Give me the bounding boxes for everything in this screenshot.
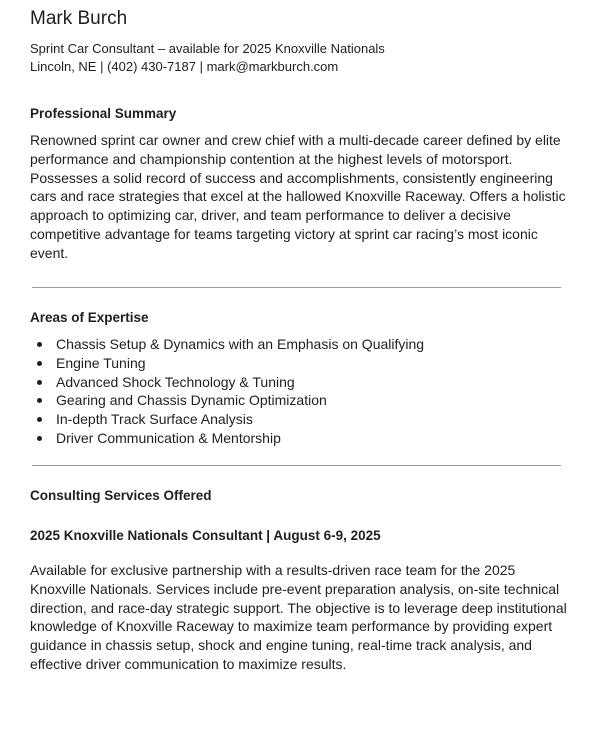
expertise-list	[30, 335, 424, 448]
summary-body: Renowned sprint car owner and crew chief with a multi-decade career defined by elite performance and championship contention at the highest levels of motorsport. Possesses a solid record of success and accomplishments, consistently engineering cars and race strategies that excel at the hallowed Knoxville Raceway. Offers a holistic approach to optimizing car, driver, and team performance to deliver a decisive competitive advantage for teams targeting victory at sprint car racing’s most iconic event.	[30, 132, 566, 261]
list-item-text: Driver Communication & Mentorship	[56, 429, 281, 446]
list-item	[30, 429, 424, 448]
summary-heading: Professional Summary	[30, 106, 177, 121]
bullet-icon	[37, 417, 42, 422]
divider	[32, 465, 561, 466]
bullet-icon	[37, 342, 42, 347]
list-item	[30, 354, 424, 373]
services-heading: Consulting Services Offered	[30, 488, 212, 503]
divider	[32, 287, 561, 288]
list-item-text: Gearing and Chassis Dynamic Optimization	[56, 392, 327, 409]
title-line: Sprint Car Consultant – available for 2025 Knoxville Nationals	[30, 41, 385, 56]
candidate-name: Mark Burch	[30, 8, 128, 29]
bullet-icon	[37, 380, 42, 385]
bullet-icon	[37, 436, 42, 441]
expertise-heading: Areas of Expertise	[30, 310, 149, 325]
list-item	[30, 373, 424, 392]
bullet-icon	[37, 361, 42, 366]
list-item	[30, 410, 424, 429]
list-item-text: Advanced Shock Technology & Tuning	[56, 373, 295, 390]
list-item-text: Chassis Setup & Dynamics with an Emphasis on Qualifying	[56, 336, 425, 352]
list-item	[30, 335, 424, 354]
list-item-text: Engine Tuning	[56, 354, 146, 371]
services-subheading: 2025 Knoxville Nationals Consultant | August 6-9, 2025	[30, 528, 381, 543]
bullet-icon	[37, 398, 42, 403]
list-item-text: In-depth Track Surface Analysis	[56, 411, 253, 428]
contact-line: Lincoln, NE | (402) 430-7187 | mark@markburch.com	[30, 59, 339, 74]
services-body: Available for exclusive partnership with a results-driven race team for the 2025 Knoxville Nationals. Services include pre-event preparation analysis, on-site technical direction, and race-day strategic support. The objective is to leverage deep institutional knowledge of Knoxville Raceway to maximize team performance by providing expert guidance in chassis setup, shock and engine tuning, real-time track analysis, and effective driver communication to maximize results.	[30, 562, 567, 672]
list-item	[30, 391, 424, 410]
